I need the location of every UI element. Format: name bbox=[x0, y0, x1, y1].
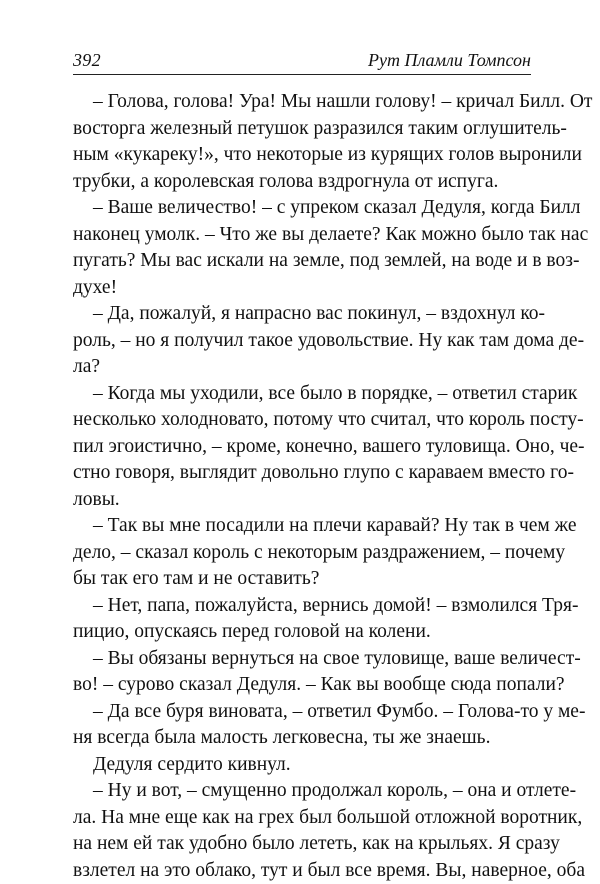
text-line: взлетел на это облако, тут и был все время. Вы, наверное, оба bbox=[73, 858, 527, 884]
text-line: – Когда мы уходили, все было в порядке, – ответил старик bbox=[73, 381, 527, 408]
text-line: пил эгоистично, – кроме, конечно, вашего туловища. Оно, че- bbox=[73, 434, 527, 461]
page-number: 392 bbox=[73, 50, 101, 71]
text-line: ня всегда была малость легковесна, ты же знаешь. bbox=[73, 725, 527, 752]
text-line: – Да все буря виновата, – ответил Фумбо. – Голова-то у ме- bbox=[73, 699, 527, 726]
text-line: – Ну и вот, – смущенно продолжал король, – она и отлете- bbox=[73, 778, 527, 805]
text-line: бы так его там и не оставить? bbox=[73, 566, 527, 593]
text-line: – Ваше величество! – с упреком сказал Дедуля, когда Билл bbox=[73, 195, 527, 222]
text-line: наконец умолк. – Что же вы делаете? Как можно было так нас bbox=[73, 222, 527, 249]
running-title: Рут Пламли Томпсон bbox=[368, 50, 531, 71]
text-line: стно говоря, выглядит довольно глупо с караваем вместо го- bbox=[73, 460, 527, 487]
text-line: дело, – сказал король с некоторым раздражением, – почему bbox=[73, 540, 527, 567]
text-line: ным «кукареку!», что некоторые из курящих голов выронили bbox=[73, 142, 527, 169]
text-line: роль, – но я получил такое удовольствие. Ну как там дома де- bbox=[73, 328, 527, 355]
text-line: на нем ей так удобно было лететь, как на крыльях. Я сразу bbox=[73, 831, 527, 858]
text-line: – Нет, папа, пожалуйста, вернись домой! – взмолился Тря- bbox=[73, 593, 527, 620]
text-line: духе! bbox=[73, 275, 527, 302]
body-text bbox=[73, 89, 527, 884]
text-line: – Голова, голова! Ура! Мы нашли голову! – кричал Билл. От bbox=[73, 89, 527, 116]
text-line: пугать? Мы вас искали на земле, под землей, на воде и в воз- bbox=[73, 248, 527, 275]
text-line: восторга железный петушок разразился таким оглушитель- bbox=[73, 116, 527, 143]
text-line: ла? bbox=[73, 354, 527, 381]
text-line: – Да, пожалуй, я напрасно вас покинул, – вздохнул ко- bbox=[73, 301, 527, 328]
text-line: ла. На мне еще как на грех был большой отложной воротник, bbox=[73, 805, 527, 832]
text-line: – Вы обязаны вернуться на свое туловище, ваше величест- bbox=[73, 646, 527, 673]
text-line: – Так вы мне посадили на плечи каравай? Ну так в чем же bbox=[73, 513, 527, 540]
text-line: пицио, опускаясь перед головой на колени. bbox=[73, 619, 527, 646]
text-line: во! – сурово сказал Дедуля. – Как вы вообще сюда попали? bbox=[73, 672, 527, 699]
text-line: трубки, а королевская голова вздрогнула от испуга. bbox=[73, 169, 527, 196]
page-header bbox=[73, 46, 531, 75]
text-line: несколько холодновато, потому что считал, что король посту- bbox=[73, 407, 527, 434]
text-line: Дедуля сердито кивнул. bbox=[73, 752, 527, 779]
text-line: ловы. bbox=[73, 487, 527, 514]
